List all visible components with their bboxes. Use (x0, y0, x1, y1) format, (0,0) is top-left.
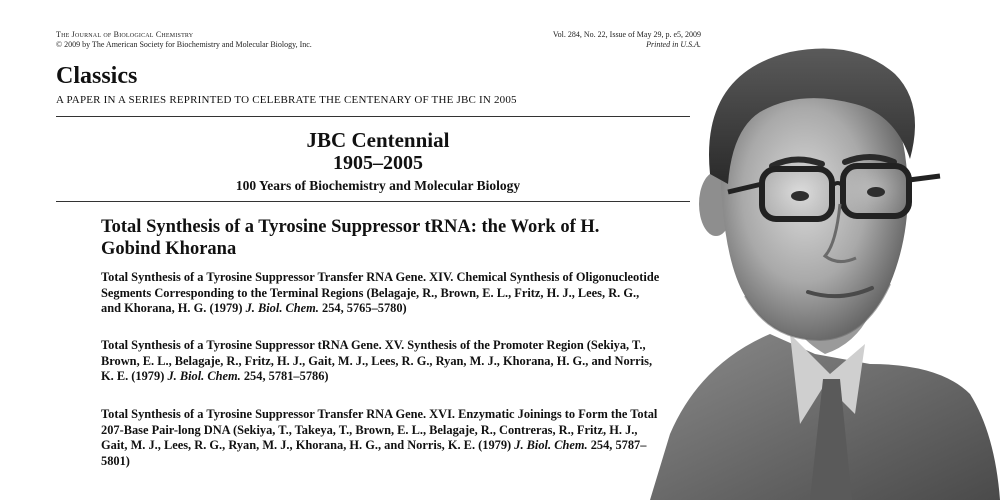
copyright-line: © 2009 by The American Society for Biochemistry and Molecular Biology, Inc. (56, 40, 312, 49)
reference-text: Total Synthesis of a Tyrosine Suppressor Transfer RNA Gene. XIV. Chemical Synthesis of Oligonucleotide Segments Corresponding to the Terminal Regions (Belagaje, R., Brown, E. L., Fritz, H. J., Lees, R. G., and Khorana, H. G. (1979) (101, 270, 660, 316)
volume-line: Vol. 284, No. 22, Issue of May 29, p. e5, 2009 (552, 30, 701, 39)
reference-item (101, 338, 661, 385)
reference-item (101, 407, 661, 469)
centennial-block (100, 129, 656, 196)
citation-details: 254, 5781–5786) (240, 369, 329, 384)
section-subtitle: A PAPER IN A SERIES REPRINTED TO CELEBRATE THE CENTENARY OF THE JBC IN 2005 (56, 94, 517, 106)
citation-details: 254, 5787–5801) (101, 438, 647, 468)
portrait-photo (640, 34, 1000, 500)
centennial-years: 1905–2005 (333, 152, 423, 174)
centennial-subtitle: 100 Years of Biochemistry and Molecular Biology (235, 178, 521, 193)
journal-abbrev: J. Biol. Chem. (167, 369, 241, 384)
journal-abbrev: J. Biol. Chem. (245, 301, 319, 316)
divider-bottom (56, 201, 690, 202)
centennial-title: JBC Centennial (306, 128, 450, 152)
citation-details: 254, 5765–5780) (318, 301, 407, 316)
reference-text: Total Synthesis of a Tyrosine Suppressor tRNA Gene. XV. Synthesis of the Promoter Region (Sekiya, T., Brown, E. L., Belagaje, R., Fritz, H. J., Gait, M. J., Lees, R. G., Ryan, M. J., Khorana, H. G., and Norris, K. E. (1979) (101, 338, 653, 384)
reference-item (101, 270, 661, 317)
reference-text: Total Synthesis of a Tyrosine Suppressor Transfer RNA Gene. XVI. Enzymatic Joinings to Form the Total 207-Base Pair-long DNA (Sekiya, T., Takeya, T., Brown, E. L., Belagaje, R., Contreras, R., Fritz, H. J., Gait, M. J., Lees, R. G., Ryan, M. J., Khorana, H. G., and Norris, K. E. (1979) (101, 407, 658, 453)
section-title: Classics (56, 63, 138, 89)
printed-line: Printed in U.S.A. (646, 40, 701, 49)
divider-top (56, 116, 690, 117)
journal-header (56, 30, 312, 50)
journal-abbrev: J. Biol. Chem. (514, 438, 588, 453)
journal-name: The Journal of Biological Chemistry (56, 30, 194, 39)
article-title: Total Synthesis of a Tyrosine Suppressor tRNA: the Work of H. Gobind Khorana (101, 217, 600, 259)
